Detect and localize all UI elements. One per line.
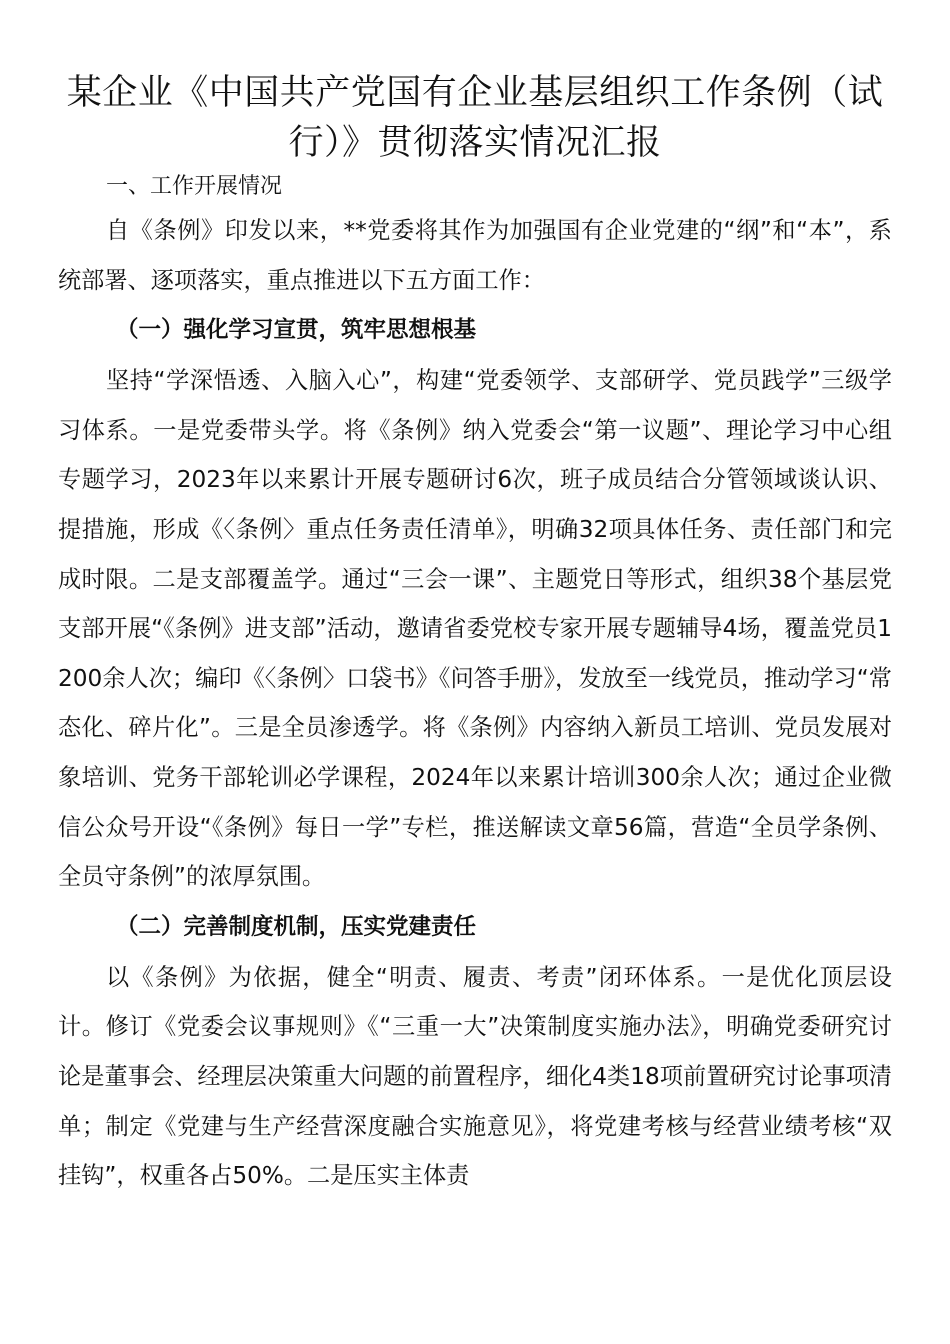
subsection-heading-2: （二）完善制度机制，压实党建责任 <box>116 913 477 940</box>
document-title: 某企业《中国共产党国有企业基层组织工作条例（试行）》贯彻落实情况汇报 <box>66 73 884 163</box>
subsection-body-2: 以《条例》为依据，健全“明责、履责、考责”闭环体系。一是优化顶层设计。修订《党委会议事规则》《“三重一大”决策制度实施办法》，明确党委研究讨论是董事会、经理层决策重大问题的前置程序，细化4类18项前置研究讨论事项清单；制定《党建与生产经营深度融合实施意见》，将党建考核与经营业绩考核“双挂钩”，权重各占50%。二是压实主体责 <box>58 963 892 1190</box>
subsection-body-1: 坚持“学深悟透、入脑入心”，构建“党委领学、支部研学、党员践学”三级学习体系。一是党委带头学。将《条例》纳入党委会“第一议题”、理论学习中心组专题学习，2023年以来累计开展专题研讨6次，班子成员结合分管领域谈认识、提措施，形成《〈条例〉重点任务责任清单》，明确32项具体任务、责任部门和完成时限。二是支部覆盖学。通过“三会一课”、主题党日等形式，组织38个基层党支部开展“《条例》进支部”活动，邀请省委党校专家开展专题辅导4场，覆盖党员1200余人次；编印《〈条例〉口袋书》《问答手册》，发放至一线党员，推动学习“常态化、碎片化”。三是全员渗透学。将《条例》内容纳入新员工培训、党员发展对象培训、党务干部轮训必学课程，2024年以来累计培训300余人次；通过企业微信公众号开设“《条例》每日一学”专栏，推送解读文章56篇，营造“全员学条例、全员守条例”的浓厚氛围。 <box>58 367 892 891</box>
subsection-heading-1: （一）强化学习宣贯，筑牢思想根基 <box>116 317 477 344</box>
document-page <box>58 68 892 1201</box>
section-heading: 一、工作开展情况 <box>106 174 283 199</box>
intro-paragraph: 自《条例》印发以来，**党委将其作为加强国有企业党建的“纲”和“本”，系统部署、逐项落实，重点推进以下五方面工作： <box>58 217 892 294</box>
